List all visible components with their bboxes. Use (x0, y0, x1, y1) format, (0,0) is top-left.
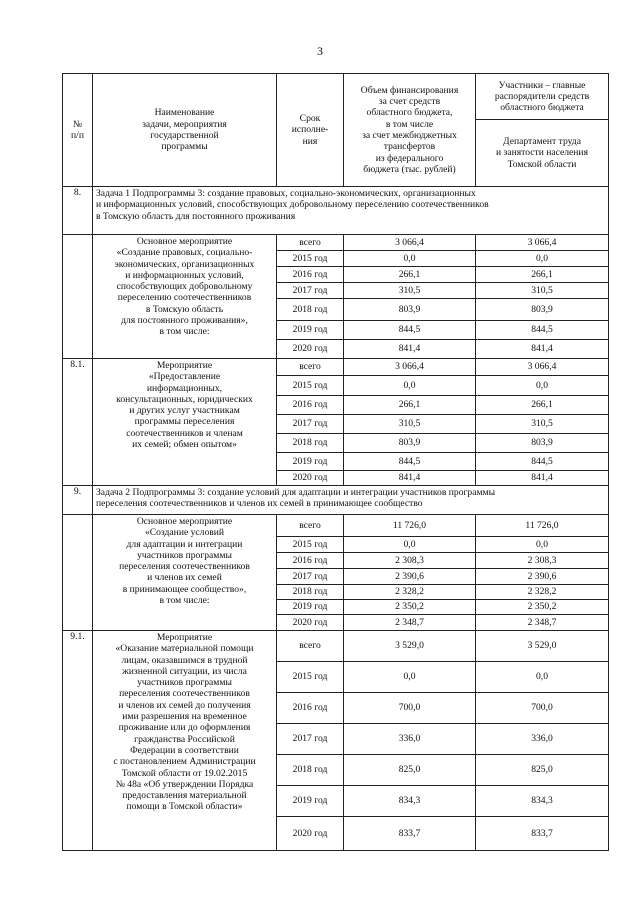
funding-value: 3 066,4 (344, 359, 476, 376)
measure-number: 9.1. (63, 631, 93, 851)
measure-name (93, 631, 277, 851)
year-label: 2017 год (277, 283, 344, 299)
participant-value: 844,5 (476, 321, 609, 340)
text-line: за счет межбюджетных (362, 130, 457, 141)
text-line: Участники – главные (498, 79, 586, 91)
measure-number: 8.1. (63, 359, 93, 486)
text-line: в том числе: (159, 326, 210, 338)
funding-value: 2 328,2 (344, 585, 476, 600)
task-title (93, 486, 609, 515)
funding-value: 803,9 (344, 434, 476, 453)
task-row (63, 187, 609, 235)
header-name (93, 74, 277, 187)
year-label: 2015 год (277, 537, 344, 553)
text-line: предоставления материальной (122, 790, 247, 802)
text-line: и занятости населения (496, 147, 588, 159)
text-line: Основное мероприятие (136, 516, 233, 527)
funding-value: 841,4 (344, 471, 476, 486)
participant-value: 2 328,2 (476, 585, 609, 600)
text-line: информационных, (146, 382, 223, 394)
header-funding (344, 74, 476, 187)
year-label: всего (277, 235, 344, 251)
header-participants-top (476, 74, 609, 120)
text-line: Основное мероприятие (136, 236, 233, 247)
text-line: их семей; обмен опытом» (132, 439, 237, 451)
text-line: программы переселения (134, 416, 235, 428)
text-line: проживание или до оформления (118, 722, 251, 734)
year-label: 2018 год (277, 434, 344, 453)
text-line: № 48а «Об утверждении Порядка (115, 778, 254, 790)
text-line: Задача 1 Подпрограммы 3: создание правовых, социально-экономических, организационных (96, 188, 476, 199)
participant-value: 0,0 (476, 376, 609, 396)
funding-value: 3 066,4 (344, 235, 476, 251)
text-line: задачи, мероприятия (142, 118, 227, 130)
text-line: переселения соотечественников (119, 561, 250, 573)
text-line: экономических, организационных (114, 258, 255, 270)
year-label: 2019 год (277, 786, 344, 817)
text-line: и членов их семей (147, 572, 222, 584)
text-line: с постановлением Администрации (113, 756, 256, 768)
header-participants-bottom (476, 120, 609, 187)
funding-value: 0,0 (344, 537, 476, 553)
participant-value: 844,5 (476, 453, 609, 471)
text-line: лицам, оказавшимся в трудной (121, 654, 248, 666)
text-line: соотечественников и членам (126, 427, 243, 439)
participant-value: 11 726,0 (476, 515, 609, 537)
funding-value: 834,3 (344, 786, 476, 817)
participant-value: 0,0 (476, 537, 609, 553)
year-label: всего (277, 631, 344, 662)
measure-number (63, 515, 93, 631)
text-line: в Томскую область (145, 303, 224, 315)
participant-value: 841,4 (476, 471, 609, 486)
text-line: и других услуг участникам (129, 405, 240, 417)
year-row (63, 235, 609, 251)
text-line: за счет средств (378, 96, 441, 108)
year-label: 2017 год (277, 569, 344, 585)
participant-value: 310,5 (476, 415, 609, 434)
measure-name (93, 515, 277, 631)
participant-value: 2 350,2 (476, 600, 609, 615)
text-line: исполне- (291, 124, 329, 136)
task-title (93, 187, 609, 235)
measure-number (63, 235, 93, 359)
participant-value: 2 308,3 (476, 553, 609, 569)
year-label: 2016 год (277, 267, 344, 283)
task-number: 8. (63, 187, 93, 235)
text-line: Мероприятие (156, 632, 213, 643)
funding-value: 2 350,2 (344, 600, 476, 615)
text-line: Задача 2 Подпрограммы 3: создание условий для адаптации и интеграции участников программы (96, 487, 496, 498)
year-row (63, 631, 609, 662)
measure-name (93, 235, 277, 359)
year-label: 2015 год (277, 662, 344, 693)
year-label: 2016 год (277, 396, 344, 415)
text-line: ими разрешения на временное (122, 711, 247, 723)
text-line: Наименование (154, 107, 215, 119)
year-label: 2020 год (277, 340, 344, 359)
text-line: переселения соотечественников и членов их семей в принимающее сообщество (96, 498, 423, 510)
participant-value: 266,1 (476, 267, 609, 283)
text-line: жизненной ситуации, из числа (122, 665, 247, 677)
funding-value: 310,5 (344, 415, 476, 434)
participant-value: 0,0 (476, 662, 609, 693)
participant-value: 3 066,4 (476, 359, 609, 376)
text-line: № (72, 118, 83, 130)
text-line: Департамент труда (503, 136, 581, 148)
text-line: Срок (299, 113, 321, 125)
text-line: из федерального (375, 152, 444, 164)
year-label: 2019 год (277, 453, 344, 471)
funding-value: 0,0 (344, 662, 476, 693)
year-label: всего (277, 515, 344, 537)
participant-value: 833,7 (476, 817, 609, 851)
participant-value: 3 066,4 (476, 235, 609, 251)
participant-value: 700,0 (476, 693, 609, 724)
task-row (63, 486, 609, 515)
measure-name (93, 359, 277, 486)
text-line: областного бюджета, (366, 107, 453, 119)
funding-value: 336,0 (344, 724, 476, 755)
participant-value: 803,9 (476, 434, 609, 453)
funding-value: 803,9 (344, 299, 476, 321)
text-line: помощи в Томской области» (126, 801, 243, 813)
year-label: всего (277, 359, 344, 376)
year-row (63, 359, 609, 376)
text-line: для адаптации и интеграции (126, 538, 243, 550)
text-line: и информационных условий, (125, 269, 244, 281)
funding-value: 2 308,3 (344, 553, 476, 569)
text-line: Объем финансирования (360, 84, 459, 96)
text-line: в том числе (385, 118, 434, 130)
text-line: «Создание условий (144, 527, 225, 539)
participant-value: 2 348,7 (476, 615, 609, 631)
funding-value: 11 726,0 (344, 515, 476, 537)
text-line: переселения соотечественников (119, 688, 250, 700)
text-line: распорядители средств (494, 90, 590, 102)
budget-table (62, 73, 609, 851)
year-label: 2016 год (277, 693, 344, 724)
funding-value: 825,0 (344, 755, 476, 786)
text-line: ния (302, 135, 318, 147)
funding-value: 266,1 (344, 396, 476, 415)
text-line: участников программы (137, 549, 232, 561)
year-label: 2019 год (277, 321, 344, 340)
year-label: 2020 год (277, 471, 344, 486)
text-line: консультационных, юридических (116, 393, 253, 405)
year-label: 2020 год (277, 817, 344, 851)
participant-value: 825,0 (476, 755, 609, 786)
year-label: 2018 год (277, 299, 344, 321)
text-line: государственной (150, 130, 219, 141)
text-line: Федерации в соответствии (130, 744, 239, 756)
participant-value: 834,3 (476, 786, 609, 817)
text-line: «Предоставление (148, 371, 221, 383)
funding-value: 700,0 (344, 693, 476, 724)
funding-value: 3 529,0 (344, 631, 476, 662)
text-line: способствующих добровольному (116, 281, 253, 293)
funding-value: 266,1 (344, 267, 476, 283)
funding-value: 2 390,6 (344, 569, 476, 585)
text-line: областного бюджета (500, 102, 584, 114)
text-line: в принимающее сообщество», (122, 583, 247, 595)
funding-value: 310,5 (344, 283, 476, 299)
text-line: «Создание правовых, социально- (116, 247, 253, 259)
participant-value: 336,0 (476, 724, 609, 755)
year-label: 2017 год (277, 415, 344, 434)
text-line: Томской области от 19.02.2015 (121, 767, 248, 779)
text-line: в том числе: (159, 595, 210, 607)
text-line: Мероприятие (156, 360, 213, 371)
text-line: программы (161, 141, 208, 153)
participant-value: 266,1 (476, 396, 609, 415)
text-line: «Оказание материальной помощи (115, 643, 254, 655)
year-row (63, 515, 609, 537)
funding-value: 844,5 (344, 453, 476, 471)
funding-value: 0,0 (344, 376, 476, 396)
text-line: бюджета (тыс. рублей) (363, 163, 456, 175)
text-line: и членов их семей до получения (118, 699, 251, 711)
participant-value: 310,5 (476, 283, 609, 299)
year-label: 2018 год (277, 585, 344, 600)
text-line: в Томскую область для постоянного проживания (96, 210, 296, 222)
participant-value: 2 390,6 (476, 569, 609, 585)
text-line: п/п (71, 130, 84, 141)
text-line: Томской области (507, 158, 577, 170)
year-label: 2019 год (277, 600, 344, 615)
participant-value: 3 529,0 (476, 631, 609, 662)
year-label: 2017 год (277, 724, 344, 755)
participant-value: 0,0 (476, 251, 609, 267)
text-line: участников программы (137, 677, 232, 689)
participant-value: 841,4 (476, 340, 609, 359)
header-term (277, 74, 344, 187)
text-line: гражданства Российской (134, 733, 235, 745)
text-line: трансфертов (383, 141, 436, 153)
text-line: переселению соотечественников (117, 292, 252, 304)
page-number: 3 (317, 44, 323, 58)
text-line: для постоянного проживания», (121, 315, 248, 327)
funding-value: 844,5 (344, 321, 476, 340)
year-label: 2015 год (277, 251, 344, 267)
year-label: 2015 год (277, 376, 344, 396)
year-label: 2016 год (277, 553, 344, 569)
funding-value: 841,4 (344, 340, 476, 359)
funding-value: 833,7 (344, 817, 476, 851)
text-line: и информационных условий, способствующих добровольному переселению соотечественников (96, 199, 489, 211)
funding-value: 2 348,7 (344, 615, 476, 631)
task-number: 9. (63, 486, 93, 515)
year-label: 2018 год (277, 755, 344, 786)
funding-value: 0,0 (344, 251, 476, 267)
year-label: 2020 год (277, 615, 344, 631)
header-number (63, 74, 93, 187)
participant-value: 803,9 (476, 299, 609, 321)
